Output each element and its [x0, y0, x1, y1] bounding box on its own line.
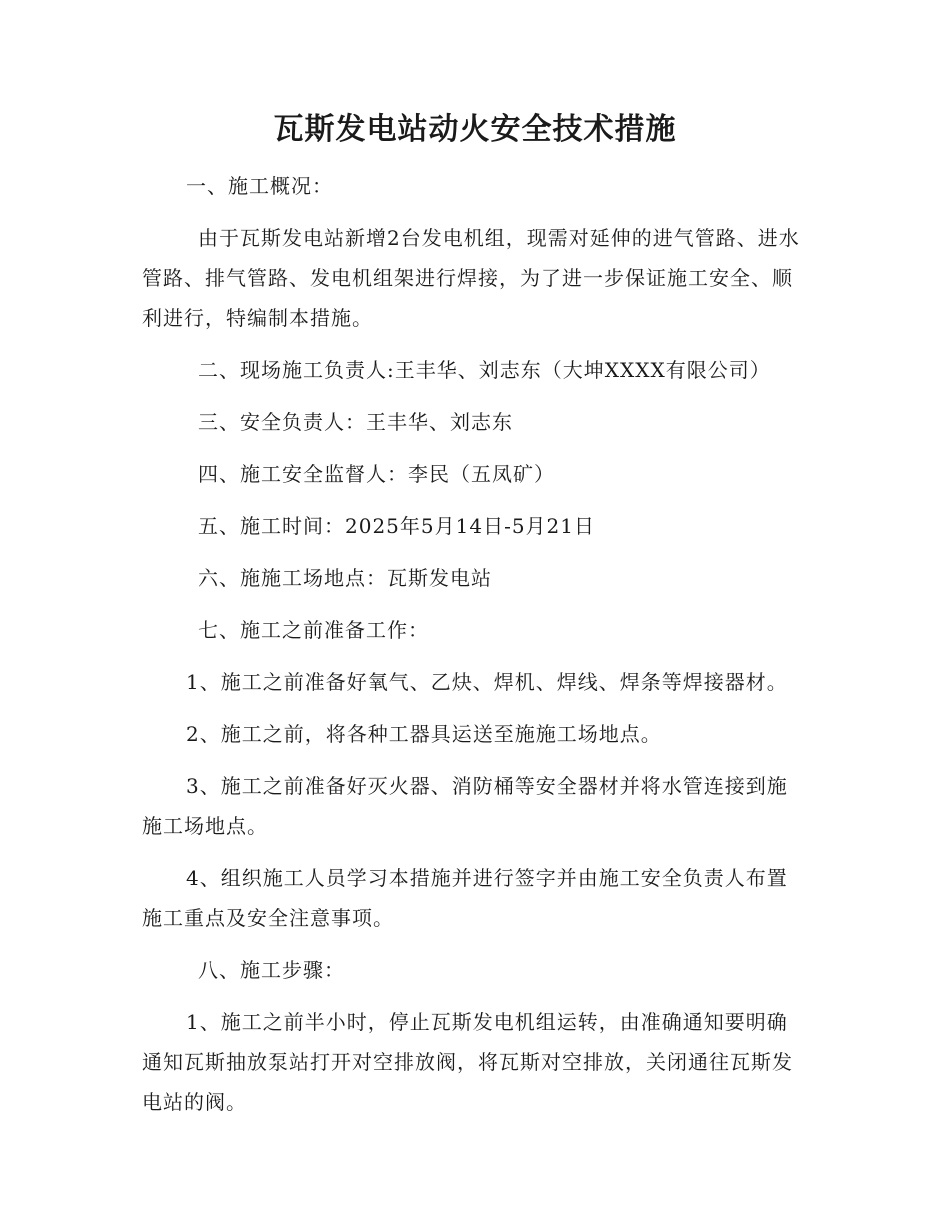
- list-item-prep-2: 2、施工之前，将各种工器具运送至施施工场地点。: [186, 722, 662, 746]
- paragraph-location: 六、施施工场地点：瓦斯发电站: [198, 566, 492, 590]
- document-body: [142, 166, 808, 1122]
- paragraph-safety-leader: 三、安全负责人：王丰华、刘志东: [198, 410, 513, 434]
- list-item-prep-1: 1、施工之前准备好氧气、乙炔、焊机、焊线、焊条等焊接器材。: [186, 670, 788, 694]
- section-heading-preparation: 七、施工之前准备工作：: [198, 618, 429, 642]
- list-item-step-1: 1、施工之前半小时，停止瓦斯发电机组运转，由准确通知要明确通知瓦斯抽放泵站打开对空排放阀，将瓦斯对空排放，关闭通往瓦斯发电站的阀。: [142, 1010, 793, 1114]
- document-title: 瓦斯发电站动火安全技术措施: [273, 112, 677, 147]
- paragraph-schedule: 五、施工时间：2025年5月14日-5月21日: [198, 514, 596, 538]
- section-heading-overview: 一、施工概况：: [186, 174, 333, 198]
- list-item-prep-4: 4、组织施工人员学习本措施并进行签字并由施工安全负责人布置施工重点及安全注意事项。: [142, 866, 788, 930]
- paragraph-overview: 由于瓦斯发电站新增2台发电机组，现需对延伸的进气管路、进水管路、排气管路、发电机组架进行焊接，为了进一步保证施工安全、顺利进行，特编制本措施。: [142, 226, 800, 330]
- section-heading-steps: 八、施工步骤：: [198, 958, 345, 982]
- list-item-prep-3: 3、施工之前准备好灭火器、消防桶等安全器材并将水管连接到施施工场地点。: [142, 774, 788, 838]
- paragraph-site-leader: 二、现场施工负责人:王丰华、刘志东（大坤XXXX有限公司）: [198, 358, 771, 382]
- paragraph-supervisor: 四、施工安全监督人：李民（五凤矿）: [198, 462, 555, 486]
